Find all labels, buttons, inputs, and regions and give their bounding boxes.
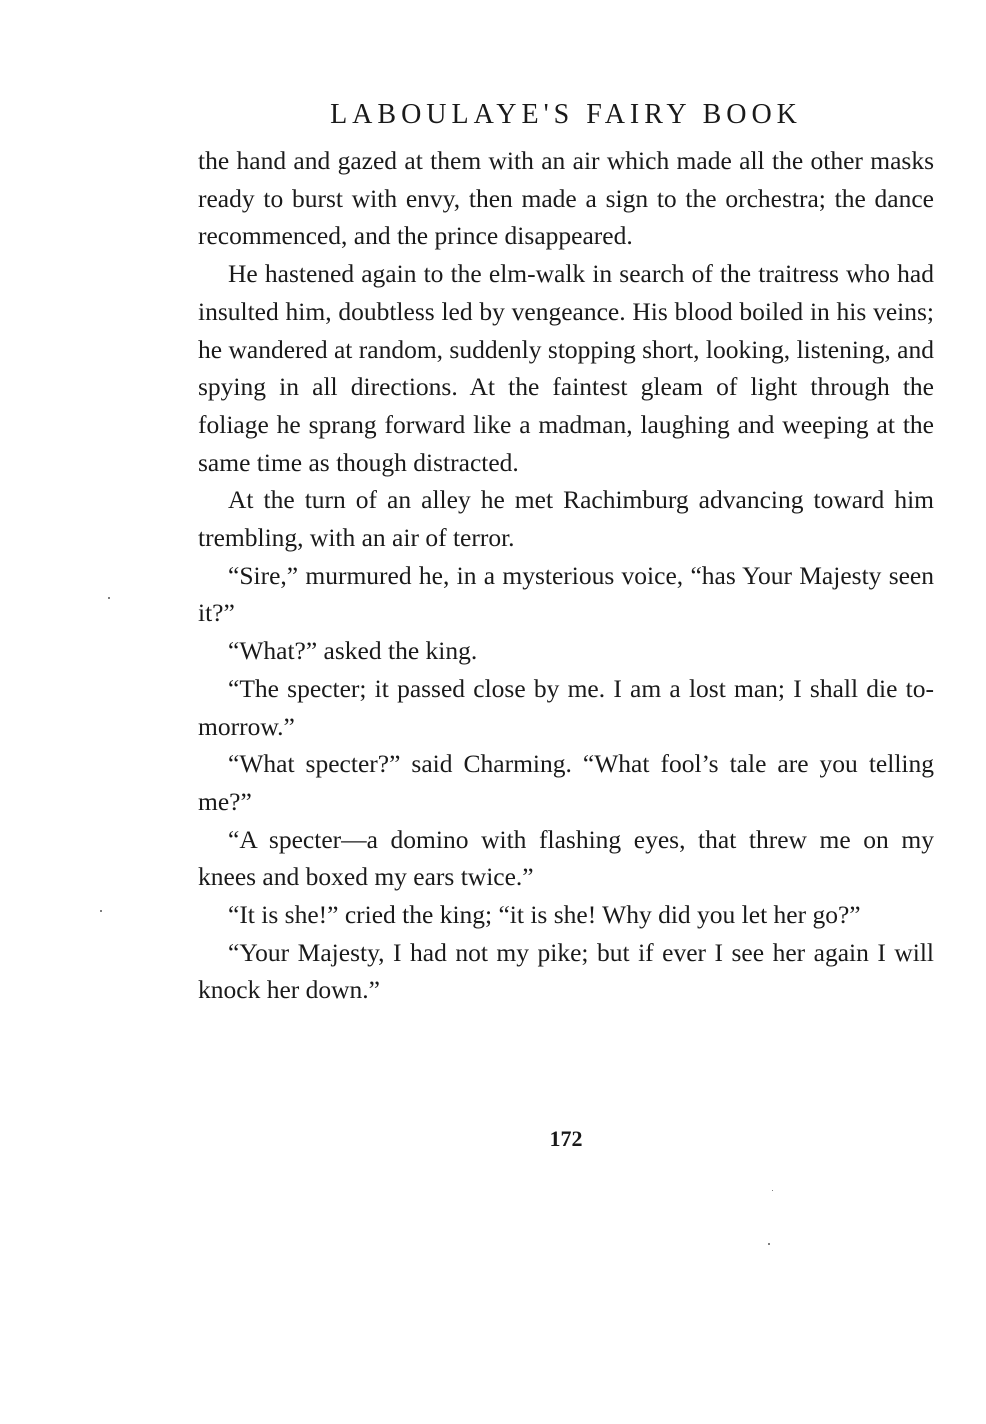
- body-text: [198, 142, 934, 1009]
- scan-speck: [768, 1243, 770, 1245]
- paragraph: He hastened again to the elm-walk in search of the traitress who had insulted him, doubtless led by vengeance. His blood boiled in his veins; he wandered at random, suddenly stopping short, looking, listening, and spying in all directions. At the faintest gleam of light through the foliage he sprang forward like a madman, laughing and weeping at the same time as though distracted.: [198, 259, 934, 477]
- paragraph: “It is she!” cried the king; “it is she! Why did you let her go?”: [228, 900, 861, 930]
- paragraph: “Sire,” murmured he, in a mysterious voice, “has Your Majesty seen it?”: [198, 560, 934, 628]
- paragraph: “Your Majesty, I had not my pike; but if ever I see her again I will knock her down.”: [198, 937, 934, 1005]
- running-head: LABOULAYE'S FAIRY BOOK: [330, 99, 802, 130]
- paragraph: the hand and gazed at them with an air which made all the other masks ready to burst with envy, then made a sign to the orchestra; the dance recommenced, and the prince disappeared.: [198, 146, 934, 251]
- paragraph: “A specter—a domino with flashing eyes, that threw me on my knees and boxed my ears twice.”: [198, 824, 934, 892]
- paragraph: “What?” asked the king.: [228, 636, 478, 666]
- paragraph: “What specter?” said Charming. “What fool’s tale are you telling me?”: [198, 749, 934, 816]
- scan-speck: [100, 910, 102, 912]
- paragraph: “The specter; it passed close by me. I am a lost man; I shall die to-morrow.”: [198, 673, 934, 741]
- paragraph: At the turn of an alley he met Rachimburg advancing toward him trembling, with an air of terror.: [198, 485, 934, 553]
- scan-speck: [108, 597, 110, 599]
- scan-speck: [772, 1190, 773, 1191]
- page-number: 172: [549, 1126, 583, 1151]
